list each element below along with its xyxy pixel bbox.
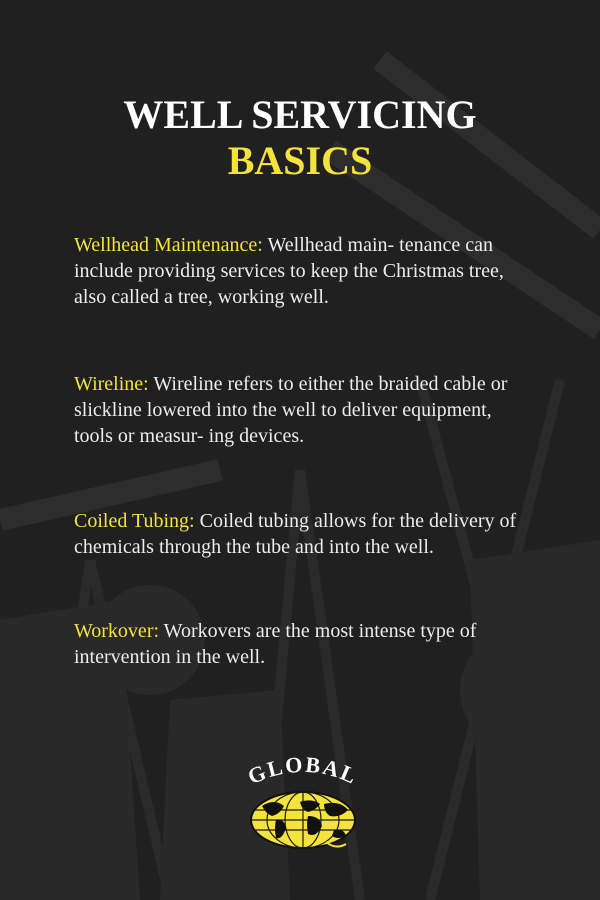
section-coiled-tubing [74,508,534,560]
section-text: Coiled tubing allows for the delivery of chemicals through the tube and into the well. [74,510,517,558]
title-line-1: WELL SERVICING [123,92,477,137]
section-term: Workover: [74,620,160,642]
section-text: Wireline refers to either the braided cable or slickline lowered into the well to deliver equipment, tools or measur- ing devices. [74,373,508,447]
logo-text: GLOBAL [244,754,363,790]
section-term: Wireline: [74,373,149,395]
globe-icon [251,792,355,848]
section-wellhead-maintenance [74,232,534,310]
global-logo [228,754,378,854]
section-term: Coiled Tubing: [74,510,195,532]
svg-text:GLOBAL [244,754,362,789]
section-wireline [74,371,534,449]
section-text: Workovers are the most intense type of intervention in the well. [74,620,477,668]
title-line-2: BASICS [227,138,373,183]
section-workover [74,618,534,670]
page-title [0,92,600,184]
section-text: Wellhead main- tenance can include providing services to keep the Christmas tree, also called a tree, working well. [74,234,504,308]
section-term: Wellhead Maintenance: [74,234,263,256]
